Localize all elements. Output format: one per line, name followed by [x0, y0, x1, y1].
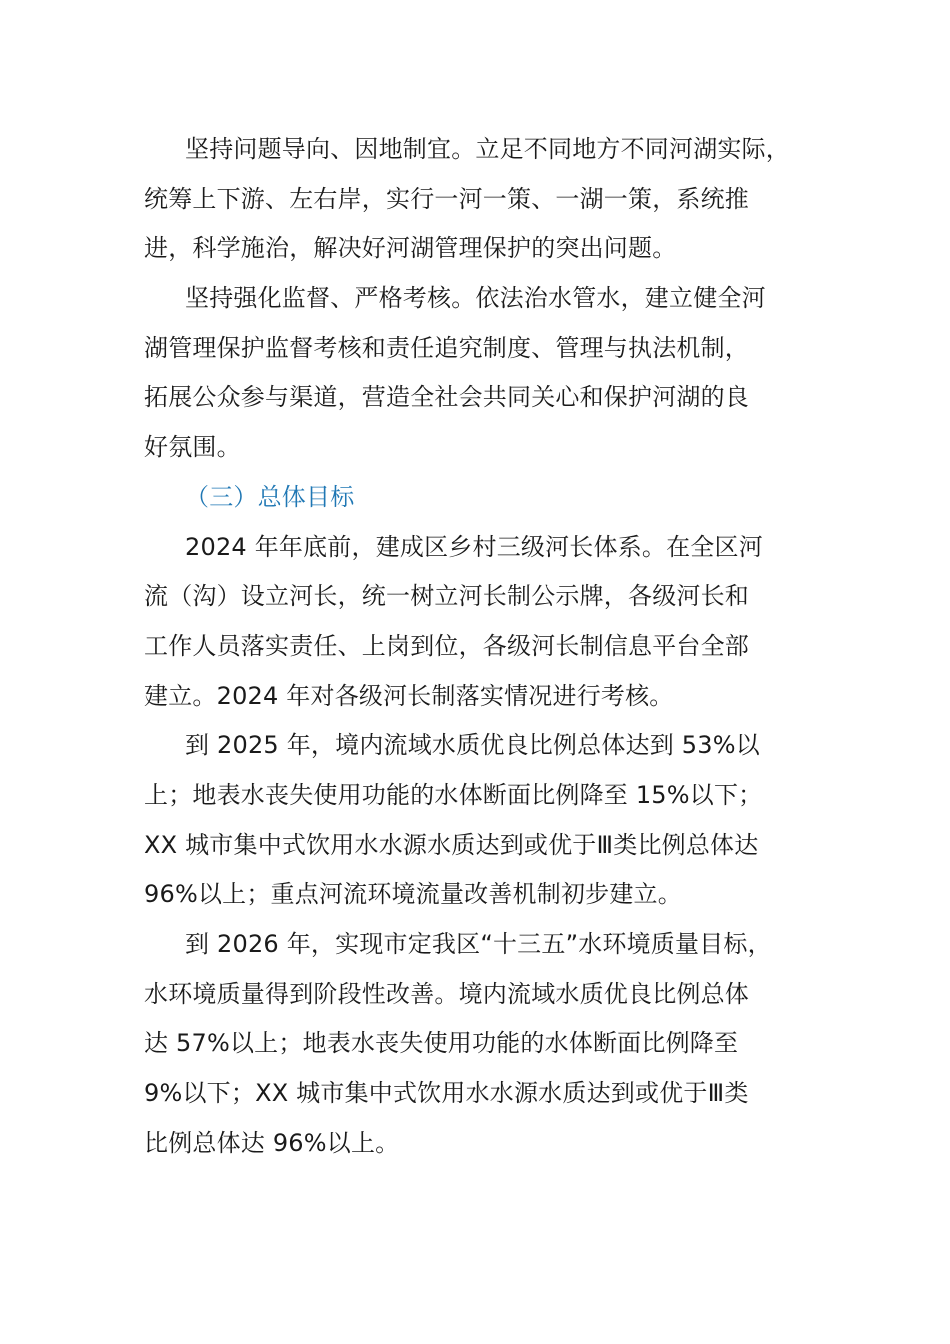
- paragraph-line: 流（沟）设立河长，统一树立河长制公示牌，各级河长和: [144, 582, 749, 611]
- paragraph-line: 坚持问题导向、因地制宜。立足不同地方不同河湖实际，: [185, 135, 790, 163]
- paragraph-line: 统筹上下游、左右岸，实行一河一策、一湖一策，系统推: [144, 184, 749, 213]
- paragraph-line: 到 2026 年，实现市定我区“十三五”水环境质量目标，: [185, 930, 772, 958]
- paragraph-line: 水环境质量得到阶段性改善。境内流域水质优良比例总体: [144, 979, 749, 1008]
- paragraph-line: 工作人员落实责任、上岗到位，各级河长制信息平台全部: [144, 631, 749, 660]
- paragraph-line: 好氛围。: [144, 433, 241, 462]
- paragraph-line: 比例总体达 96%以上。: [144, 1128, 400, 1157]
- section-heading: （三）总体目标: [185, 482, 355, 511]
- paragraph-line: 建立。2024 年对各级河长制落实情况进行考核。: [144, 681, 674, 710]
- paragraph-line: 进，科学施治，解决好河湖管理保护的突出问题。: [144, 234, 677, 263]
- paragraph-line: XX 城市集中式饮用水水源水质达到或优于Ⅲ类比例总体达: [144, 830, 759, 859]
- paragraph-line: 96%以上；重点河流环境流量改善机制初步建立。: [144, 880, 682, 909]
- paragraph-line: 上；地表水丧失使用功能的水体断面比例降至 15%以下；: [144, 780, 763, 809]
- paragraph-line: 拓展公众参与渠道，营造全社会共同关心和保护河湖的良: [144, 383, 749, 412]
- paragraph-line: 9%以下；XX 城市集中式饮用水水源水质达到或优于Ⅲ类: [144, 1079, 749, 1108]
- paragraph-line: 湖管理保护监督考核和责任追究制度、管理与执法机制，: [144, 333, 749, 362]
- paragraph-line: 到 2025 年，境内流域水质优良比例总体达到 53%以: [185, 731, 760, 760]
- paragraph-line: 2024 年年底前，建成区乡村三级河长体系。在全区河: [185, 532, 763, 561]
- paragraph-line: 达 57%以上；地表水丧失使用功能的水体断面比例降至: [144, 1029, 739, 1058]
- paragraph-line: 坚持强化监督、严格考核。依法治水管水，建立健全河: [185, 284, 766, 313]
- document-body: [144, 125, 824, 1168]
